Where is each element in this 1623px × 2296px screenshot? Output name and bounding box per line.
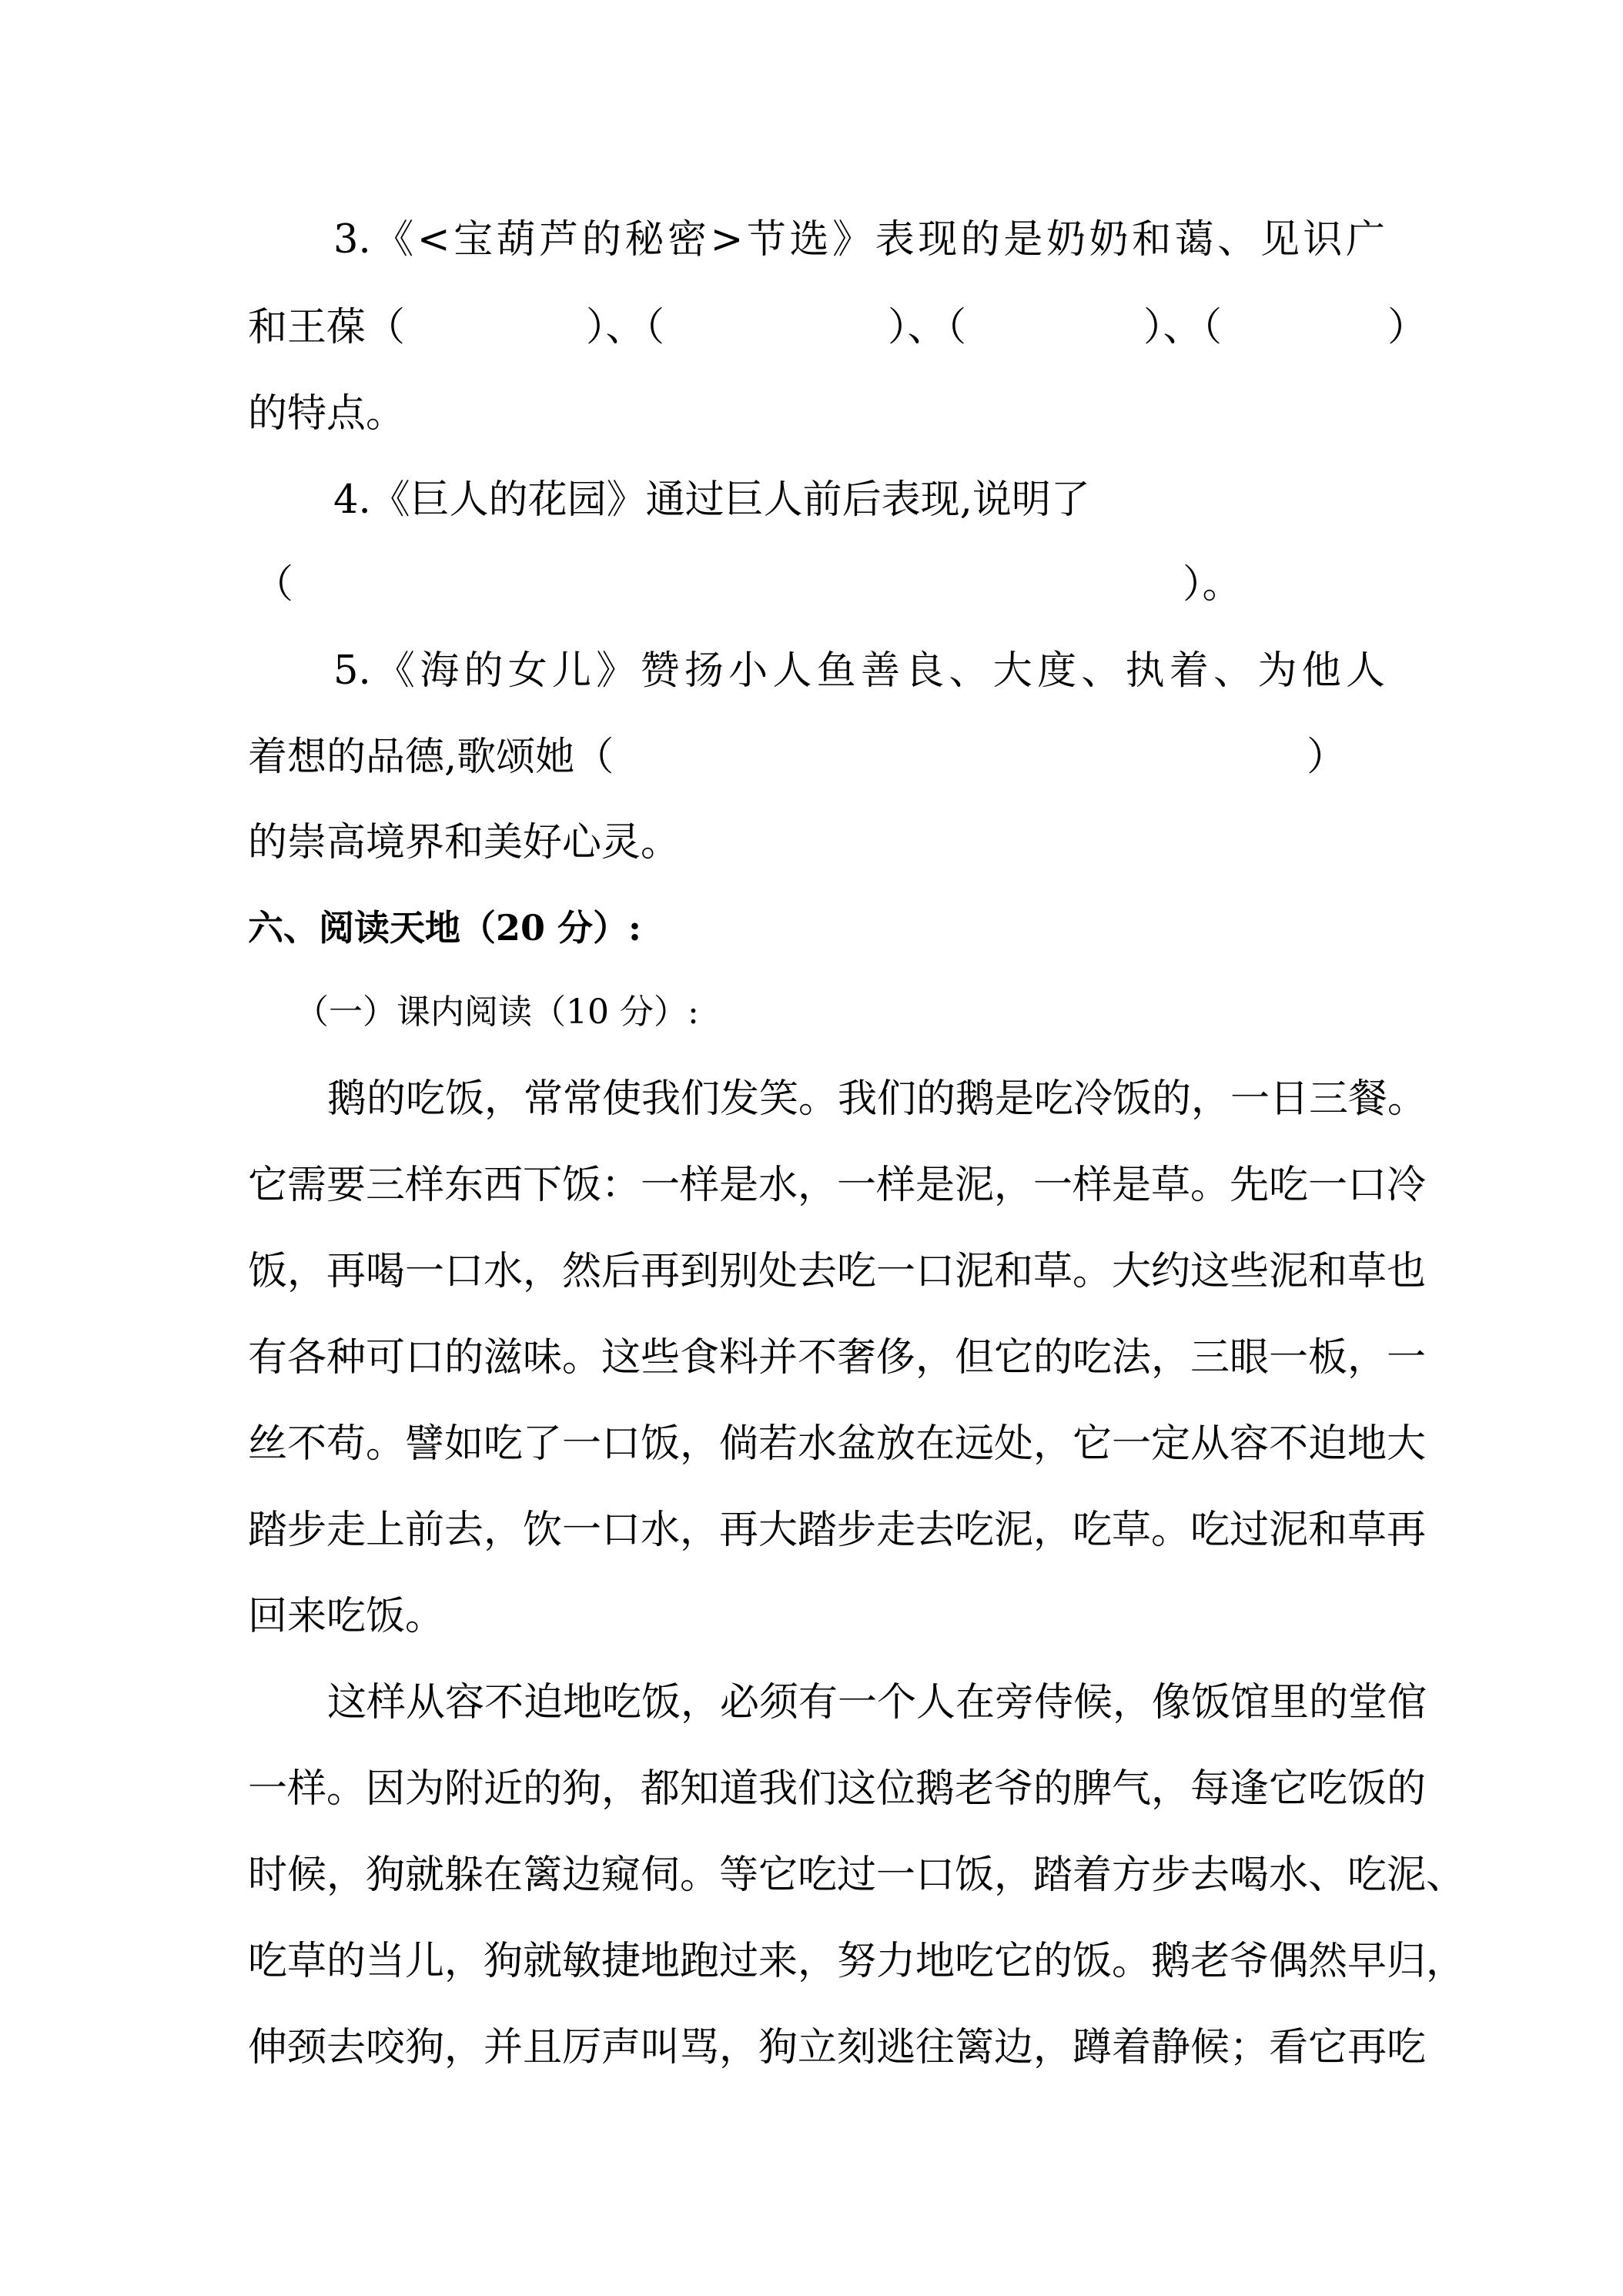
question-3-line-3: 的特点。 (248, 391, 406, 437)
blank-separator: ）、（ (1143, 305, 1223, 350)
passage-line: 丝不苟。譬如吃了一口饭，倘若水盆放在远处，它一定从容不迫地大 (248, 1421, 1427, 1467)
section-6-title: 六、阅读天地（20 分）: (248, 907, 642, 949)
question-3-prefix: 和王葆（ (248, 305, 406, 350)
blank-close: ）。 (1183, 562, 1242, 607)
passage-line: 踏步走上前去，饮一口水，再大踏步走去吃泥，吃草。吃过泥和草再 (248, 1508, 1427, 1553)
question-5-line-3: 的崇高境界和美好心灵。 (248, 820, 681, 865)
passage-line: 回来吃饭。 (248, 1594, 445, 1639)
blank-close: ） (1307, 735, 1347, 780)
passage-line: 饭，再喝一口水，然后再到别处去吃一口泥和草。大约这些泥和草也 (248, 1249, 1427, 1294)
question-5-prefix: 着想的品德,歌颂她（ (248, 735, 614, 780)
question-3-line-1: 3.《<宝葫芦的秘密>节选》表现的是奶奶和蔼、见识广 (333, 217, 1385, 263)
question-4-line-2 (254, 562, 1242, 608)
question-5-line-2 (248, 735, 1346, 781)
passage-line: 它需要三样东西下饭：一样是水，一样是泥，一样是草。先吃一口冷 (248, 1163, 1427, 1208)
passage-line: 有各种可口的滋味。这些食料并不奢侈，但它的吃法，三眼一板，一 (248, 1335, 1427, 1381)
section-6-part-1-title: （一）课内阅读（10 分）: (295, 992, 699, 1032)
passage-line: 一样。因为附近的狗，都知道我们这位鹅老爷的脾气，每逢它吃饭的 (248, 1766, 1427, 1812)
passage-line: 时候，狗就躲在篱边窥伺。等它吃过一口饭，踏着方步去喝水、吃泥、 (248, 1853, 1466, 1898)
passage-line: 吃草的当儿，狗就敏捷地跑过来，努力地吃它的饭。鹅老爷偶然早归， (248, 1939, 1466, 1984)
passage-line: 这样从容不迫地吃饭，必须有一个人在旁侍候，像饭馆里的堂倌 (327, 1680, 1427, 1725)
passage-line: 伸颈去咬狗，并且厉声叫骂，狗立刻逃往篱边，蹲着静候；看它再吃 (248, 2025, 1427, 2070)
blank-separator: ）、（ (888, 305, 967, 350)
question-3-line-2 (248, 305, 1427, 351)
blank-separator: ）、（ (586, 305, 665, 350)
passage-line: 鹅的吃饭，常常使我们发笑。我们的鹅是吃冷饭的，一日三餐。 (327, 1076, 1427, 1122)
blank-close: ） (1387, 305, 1427, 350)
question-5-line-1: 5.《海的女儿》赞扬小人鱼善良、大度、执着、为他人 (333, 648, 1385, 694)
blank-open: （ (254, 562, 294, 607)
question-4-line-1: 4.《巨人的花园》通过巨人前后表现,说明了 (333, 477, 1090, 523)
